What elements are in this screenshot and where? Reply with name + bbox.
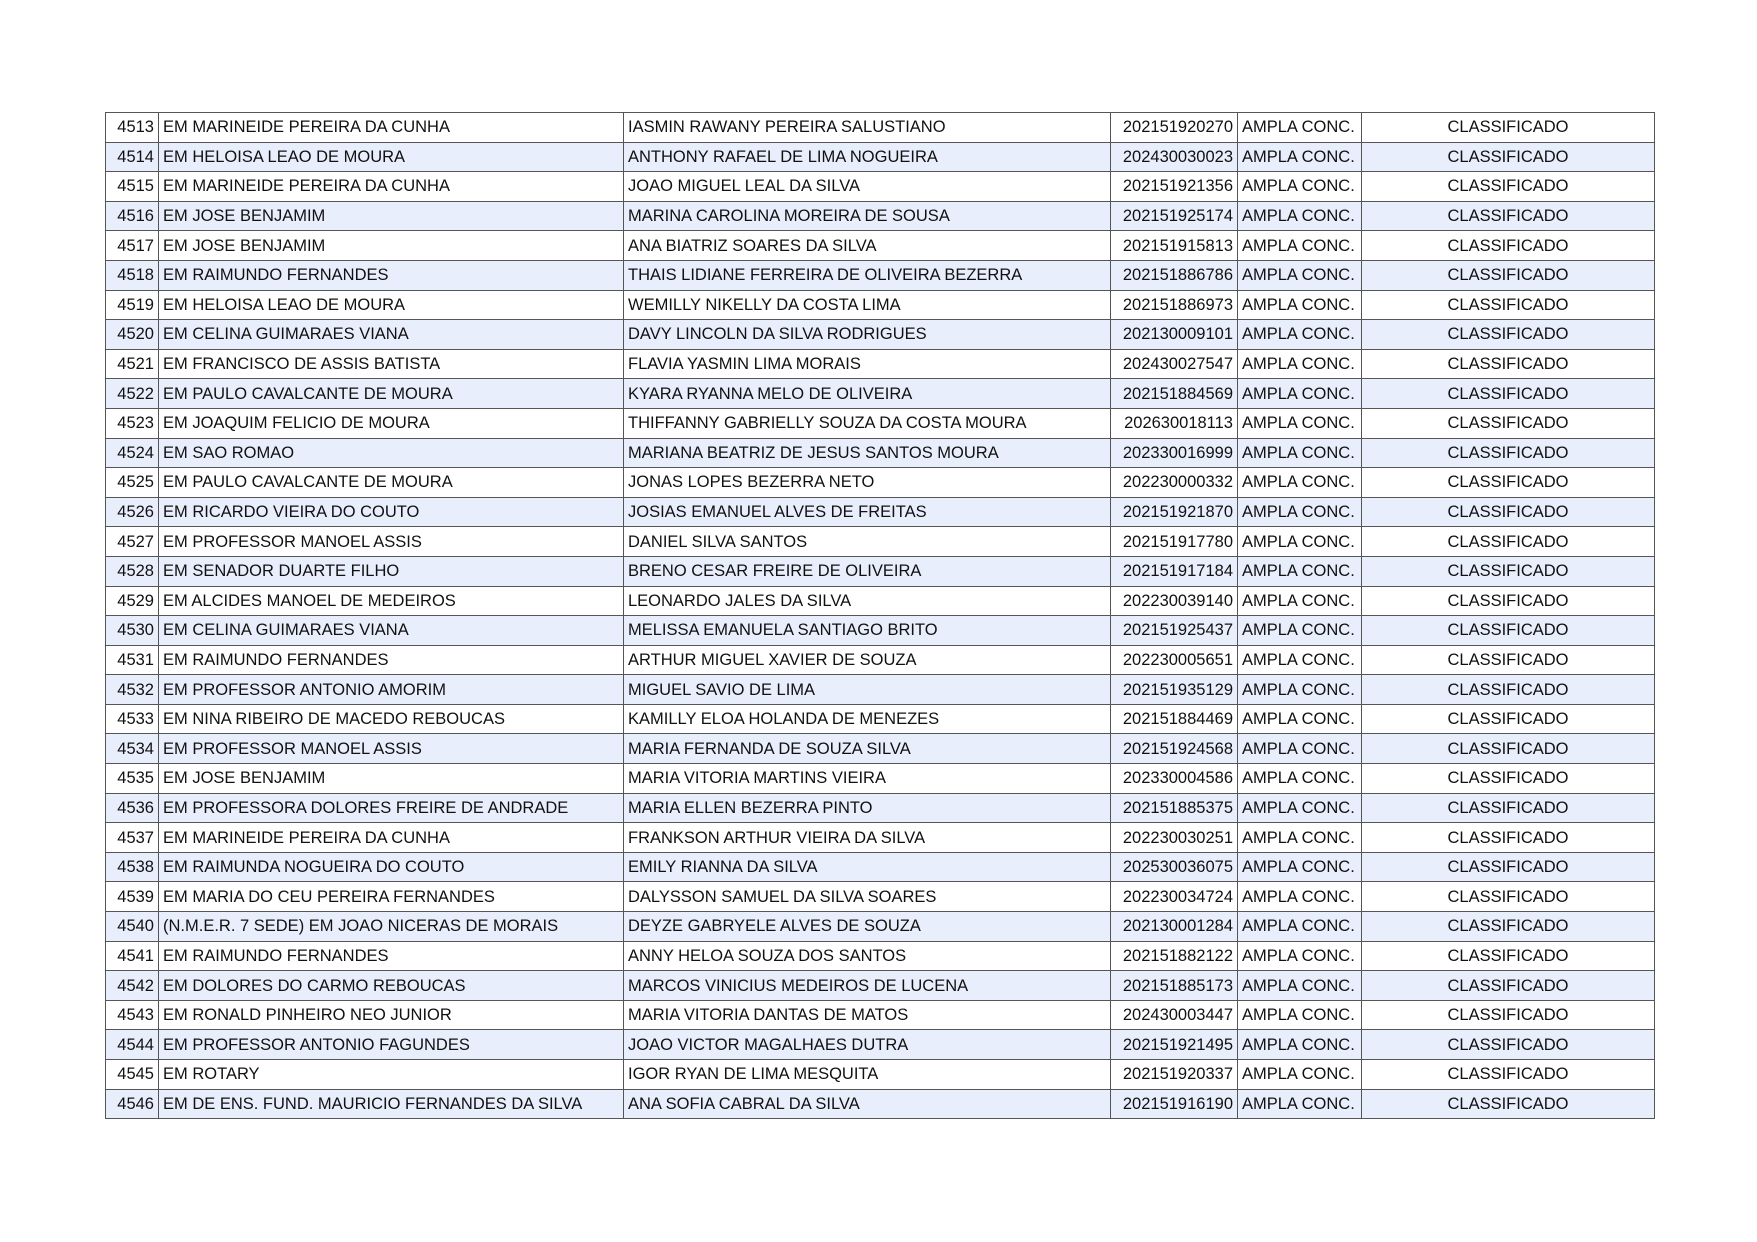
school-cell: EM SAO ROMAO (159, 438, 624, 468)
table-row (106, 497, 1655, 527)
status-cell: CLASSIFICADO (1362, 556, 1655, 586)
school-cell: EM FRANCISCO DE ASSIS BATISTA (159, 349, 624, 379)
school-cell: EM PROFESSOR ANTONIO AMORIM (159, 675, 624, 705)
category-cell: AMPLA CONC. (1238, 320, 1362, 350)
status-cell: CLASSIFICADO (1362, 823, 1655, 853)
registration-cell: 202230039140 (1111, 586, 1238, 616)
school-cell: EM HELOISA LEAO DE MOURA (159, 290, 624, 320)
category-cell: AMPLA CONC. (1238, 852, 1362, 882)
student-name-cell: THAIS LIDIANE FERREIRA DE OLIVEIRA BEZERRA (624, 260, 1111, 290)
row-number-cell: 4514 (106, 142, 159, 172)
category-cell: AMPLA CONC. (1238, 675, 1362, 705)
category-cell: AMPLA CONC. (1238, 142, 1362, 172)
table-row (106, 556, 1655, 586)
table-row (106, 675, 1655, 705)
table-row (106, 231, 1655, 261)
student-name-cell: IASMIN RAWANY PEREIRA SALUSTIANO (624, 113, 1111, 143)
category-cell: AMPLA CONC. (1238, 823, 1362, 853)
registration-cell: 202151885375 (1111, 793, 1238, 823)
status-cell: CLASSIFICADO (1362, 793, 1655, 823)
student-name-cell: ANTHONY RAFAEL DE LIMA NOGUEIRA (624, 142, 1111, 172)
school-cell: EM RAIMUNDO FERNANDES (159, 645, 624, 675)
row-number-cell: 4524 (106, 438, 159, 468)
status-cell: CLASSIFICADO (1362, 1030, 1655, 1060)
school-cell: EM ROTARY (159, 1060, 624, 1090)
category-cell: AMPLA CONC. (1238, 172, 1362, 202)
category-cell: AMPLA CONC. (1238, 882, 1362, 912)
category-cell: AMPLA CONC. (1238, 379, 1362, 409)
registration-cell: 202430003447 (1111, 1000, 1238, 1030)
student-name-cell: DANIEL SILVA SANTOS (624, 527, 1111, 557)
table-row (106, 734, 1655, 764)
registration-cell: 202330004586 (1111, 764, 1238, 794)
registration-cell: 202151884569 (1111, 379, 1238, 409)
table-row (106, 764, 1655, 794)
row-number-cell: 4544 (106, 1030, 159, 1060)
table-row (106, 941, 1655, 971)
category-cell: AMPLA CONC. (1238, 764, 1362, 794)
registration-cell: 202151884469 (1111, 704, 1238, 734)
table-row (106, 852, 1655, 882)
status-cell: CLASSIFICADO (1362, 349, 1655, 379)
registration-cell: 202530036075 (1111, 852, 1238, 882)
student-name-cell: LEONARDO JALES DA SILVA (624, 586, 1111, 616)
category-cell: AMPLA CONC. (1238, 527, 1362, 557)
student-name-cell: DEYZE GABRYELE ALVES DE SOUZA (624, 912, 1111, 942)
category-cell: AMPLA CONC. (1238, 408, 1362, 438)
row-number-cell: 4546 (106, 1089, 159, 1119)
category-cell: AMPLA CONC. (1238, 231, 1362, 261)
registration-cell: 202230030251 (1111, 823, 1238, 853)
table-row (106, 260, 1655, 290)
student-name-cell: MARINA CAROLINA MOREIRA DE SOUSA (624, 201, 1111, 231)
school-cell: EM RAIMUNDO FERNANDES (159, 260, 624, 290)
row-number-cell: 4542 (106, 971, 159, 1001)
student-name-cell: ANA BIATRIZ SOARES DA SILVA (624, 231, 1111, 261)
status-cell: CLASSIFICADO (1362, 379, 1655, 409)
status-cell: CLASSIFICADO (1362, 142, 1655, 172)
table-row (106, 201, 1655, 231)
registration-cell: 202151921870 (1111, 497, 1238, 527)
registration-cell: 202151925174 (1111, 201, 1238, 231)
row-number-cell: 4540 (106, 912, 159, 942)
row-number-cell: 4528 (106, 556, 159, 586)
row-number-cell: 4545 (106, 1060, 159, 1090)
school-cell: EM JOSE BENJAMIM (159, 764, 624, 794)
row-number-cell: 4527 (106, 527, 159, 557)
row-number-cell: 4523 (106, 408, 159, 438)
student-name-cell: IGOR RYAN DE LIMA MESQUITA (624, 1060, 1111, 1090)
school-cell: EM HELOISA LEAO DE MOURA (159, 142, 624, 172)
row-number-cell: 4541 (106, 941, 159, 971)
status-cell: CLASSIFICADO (1362, 882, 1655, 912)
school-cell: EM JOSE BENJAMIM (159, 231, 624, 261)
table-row (106, 349, 1655, 379)
registration-cell: 202130001284 (1111, 912, 1238, 942)
student-name-cell: ANNY HELOA SOUZA DOS SANTOS (624, 941, 1111, 971)
registration-cell: 202151925437 (1111, 616, 1238, 646)
row-number-cell: 4531 (106, 645, 159, 675)
registration-cell: 202230000332 (1111, 468, 1238, 498)
school-cell: EM PROFESSOR MANOEL ASSIS (159, 734, 624, 764)
status-cell: CLASSIFICADO (1362, 290, 1655, 320)
table-row (106, 290, 1655, 320)
row-number-cell: 4539 (106, 882, 159, 912)
registration-cell: 202230034724 (1111, 882, 1238, 912)
student-name-cell: MARIANA BEATRIZ DE JESUS SANTOS MOURA (624, 438, 1111, 468)
student-name-cell: THIFFANNY GABRIELLY SOUZA DA COSTA MOURA (624, 408, 1111, 438)
school-cell: EM RONALD PINHEIRO NEO JUNIOR (159, 1000, 624, 1030)
school-cell: EM JOAQUIM FELICIO DE MOURA (159, 408, 624, 438)
table-row (106, 379, 1655, 409)
status-cell: CLASSIFICADO (1362, 616, 1655, 646)
row-number-cell: 4525 (106, 468, 159, 498)
category-cell: AMPLA CONC. (1238, 912, 1362, 942)
table-row (106, 645, 1655, 675)
registration-cell: 202151924568 (1111, 734, 1238, 764)
row-number-cell: 4530 (106, 616, 159, 646)
school-cell: EM PAULO CAVALCANTE DE MOURA (159, 379, 624, 409)
category-cell: AMPLA CONC. (1238, 704, 1362, 734)
registration-cell: 202151916190 (1111, 1089, 1238, 1119)
row-number-cell: 4538 (106, 852, 159, 882)
school-cell: EM MARINEIDE PEREIRA DA CUNHA (159, 172, 624, 202)
category-cell: AMPLA CONC. (1238, 1089, 1362, 1119)
school-cell: EM PAULO CAVALCANTE DE MOURA (159, 468, 624, 498)
category-cell: AMPLA CONC. (1238, 616, 1362, 646)
table-row (106, 172, 1655, 202)
row-number-cell: 4543 (106, 1000, 159, 1030)
registration-cell: 202430030023 (1111, 142, 1238, 172)
status-cell: CLASSIFICADO (1362, 912, 1655, 942)
registration-cell: 202151886973 (1111, 290, 1238, 320)
category-cell: AMPLA CONC. (1238, 260, 1362, 290)
results-table (105, 112, 1655, 1119)
status-cell: CLASSIFICADO (1362, 438, 1655, 468)
school-cell: EM CELINA GUIMARAES VIANA (159, 616, 624, 646)
registration-cell: 202151920337 (1111, 1060, 1238, 1090)
student-name-cell: WEMILLY NIKELLY DA COSTA LIMA (624, 290, 1111, 320)
registration-cell: 202151885173 (1111, 971, 1238, 1001)
status-cell: CLASSIFICADO (1362, 675, 1655, 705)
student-name-cell: MARCOS VINICIUS MEDEIROS DE LUCENA (624, 971, 1111, 1001)
row-number-cell: 4519 (106, 290, 159, 320)
category-cell: AMPLA CONC. (1238, 793, 1362, 823)
student-name-cell: MARIA ELLEN BEZERRA PINTO (624, 793, 1111, 823)
registration-cell: 202230005651 (1111, 645, 1238, 675)
category-cell: AMPLA CONC. (1238, 201, 1362, 231)
table-row (106, 113, 1655, 143)
school-cell: EM RAIMUNDA NOGUEIRA DO COUTO (159, 852, 624, 882)
status-cell: CLASSIFICADO (1362, 1000, 1655, 1030)
school-cell: EM PROFESSORA DOLORES FREIRE DE ANDRADE (159, 793, 624, 823)
student-name-cell: MIGUEL SAVIO DE LIMA (624, 675, 1111, 705)
registration-cell: 202151921356 (1111, 172, 1238, 202)
table-row (106, 882, 1655, 912)
school-cell: EM DE ENS. FUND. MAURICIO FERNANDES DA SILVA (159, 1089, 624, 1119)
category-cell: AMPLA CONC. (1238, 645, 1362, 675)
table-row (106, 616, 1655, 646)
student-name-cell: BRENO CESAR FREIRE DE OLIVEIRA (624, 556, 1111, 586)
school-cell: EM RAIMUNDO FERNANDES (159, 941, 624, 971)
category-cell: AMPLA CONC. (1238, 113, 1362, 143)
student-name-cell: FLAVIA YASMIN LIMA MORAIS (624, 349, 1111, 379)
category-cell: AMPLA CONC. (1238, 941, 1362, 971)
category-cell: AMPLA CONC. (1238, 734, 1362, 764)
school-cell: EM MARIA DO CEU PEREIRA FERNANDES (159, 882, 624, 912)
school-cell: EM SENADOR DUARTE FILHO (159, 556, 624, 586)
table-row (106, 1000, 1655, 1030)
registration-cell: 202330016999 (1111, 438, 1238, 468)
category-cell: AMPLA CONC. (1238, 438, 1362, 468)
row-number-cell: 4516 (106, 201, 159, 231)
category-cell: AMPLA CONC. (1238, 586, 1362, 616)
status-cell: CLASSIFICADO (1362, 734, 1655, 764)
table-row (106, 142, 1655, 172)
row-number-cell: 4518 (106, 260, 159, 290)
student-name-cell: JONAS LOPES BEZERRA NETO (624, 468, 1111, 498)
row-number-cell: 4537 (106, 823, 159, 853)
row-number-cell: 4535 (106, 764, 159, 794)
row-number-cell: 4521 (106, 349, 159, 379)
student-name-cell: MARIA VITORIA DANTAS DE MATOS (624, 1000, 1111, 1030)
registration-cell: 202430027547 (1111, 349, 1238, 379)
category-cell: AMPLA CONC. (1238, 1000, 1362, 1030)
table-row (106, 320, 1655, 350)
status-cell: CLASSIFICADO (1362, 260, 1655, 290)
student-name-cell: JOAO MIGUEL LEAL DA SILVA (624, 172, 1111, 202)
category-cell: AMPLA CONC. (1238, 290, 1362, 320)
student-name-cell: DALYSSON SAMUEL DA SILVA SOARES (624, 882, 1111, 912)
row-number-cell: 4532 (106, 675, 159, 705)
student-name-cell: MELISSA EMANUELA SANTIAGO BRITO (624, 616, 1111, 646)
school-cell: EM CELINA GUIMARAES VIANA (159, 320, 624, 350)
school-cell: EM NINA RIBEIRO DE MACEDO REBOUCAS (159, 704, 624, 734)
row-number-cell: 4517 (106, 231, 159, 261)
status-cell: CLASSIFICADO (1362, 852, 1655, 882)
row-number-cell: 4522 (106, 379, 159, 409)
registration-cell: 202151921495 (1111, 1030, 1238, 1060)
status-cell: CLASSIFICADO (1362, 527, 1655, 557)
category-cell: AMPLA CONC. (1238, 349, 1362, 379)
table-row (106, 971, 1655, 1001)
row-number-cell: 4520 (106, 320, 159, 350)
school-cell: EM PROFESSOR ANTONIO FAGUNDES (159, 1030, 624, 1060)
row-number-cell: 4534 (106, 734, 159, 764)
registration-cell: 202151882122 (1111, 941, 1238, 971)
registration-cell: 202151935129 (1111, 675, 1238, 705)
registration-cell: 202151917184 (1111, 556, 1238, 586)
status-cell: CLASSIFICADO (1362, 704, 1655, 734)
status-cell: CLASSIFICADO (1362, 172, 1655, 202)
category-cell: AMPLA CONC. (1238, 1060, 1362, 1090)
status-cell: CLASSIFICADO (1362, 1060, 1655, 1090)
registration-cell: 202151920270 (1111, 113, 1238, 143)
student-name-cell: KAMILLY ELOA HOLANDA DE MENEZES (624, 704, 1111, 734)
results-table-body (106, 113, 1655, 1119)
status-cell: CLASSIFICADO (1362, 497, 1655, 527)
table-row (106, 1030, 1655, 1060)
school-cell: EM JOSE BENJAMIM (159, 201, 624, 231)
table-row (106, 704, 1655, 734)
row-number-cell: 4526 (106, 497, 159, 527)
registration-cell: 202630018113 (1111, 408, 1238, 438)
status-cell: CLASSIFICADO (1362, 1089, 1655, 1119)
registration-cell: 202151915813 (1111, 231, 1238, 261)
student-name-cell: KYARA RYANNA MELO DE OLIVEIRA (624, 379, 1111, 409)
registration-cell: 202151917780 (1111, 527, 1238, 557)
school-cell: EM DOLORES DO CARMO REBOUCAS (159, 971, 624, 1001)
school-cell: EM MARINEIDE PEREIRA DA CUNHA (159, 823, 624, 853)
row-number-cell: 4536 (106, 793, 159, 823)
table-row (106, 408, 1655, 438)
table-row (106, 912, 1655, 942)
table-row (106, 527, 1655, 557)
student-name-cell: MARIA FERNANDA DE SOUZA SILVA (624, 734, 1111, 764)
status-cell: CLASSIFICADO (1362, 645, 1655, 675)
status-cell: CLASSIFICADO (1362, 201, 1655, 231)
student-name-cell: JOAO VICTOR MAGALHAES DUTRA (624, 1030, 1111, 1060)
row-number-cell: 4533 (106, 704, 159, 734)
category-cell: AMPLA CONC. (1238, 497, 1362, 527)
status-cell: CLASSIFICADO (1362, 408, 1655, 438)
row-number-cell: 4529 (106, 586, 159, 616)
registration-cell: 202130009101 (1111, 320, 1238, 350)
row-number-cell: 4513 (106, 113, 159, 143)
school-cell: EM RICARDO VIEIRA DO COUTO (159, 497, 624, 527)
status-cell: CLASSIFICADO (1362, 468, 1655, 498)
category-cell: AMPLA CONC. (1238, 1030, 1362, 1060)
status-cell: CLASSIFICADO (1362, 320, 1655, 350)
table-row (106, 823, 1655, 853)
status-cell: CLASSIFICADO (1362, 941, 1655, 971)
status-cell: CLASSIFICADO (1362, 231, 1655, 261)
status-cell: CLASSIFICADO (1362, 113, 1655, 143)
student-name-cell: EMILY RIANNA DA SILVA (624, 852, 1111, 882)
table-row (106, 1089, 1655, 1119)
student-name-cell: FRANKSON ARTHUR VIEIRA DA SILVA (624, 823, 1111, 853)
table-row (106, 438, 1655, 468)
student-name-cell: JOSIAS EMANUEL ALVES DE FREITAS (624, 497, 1111, 527)
table-row (106, 793, 1655, 823)
student-name-cell: DAVY LINCOLN DA SILVA RODRIGUES (624, 320, 1111, 350)
school-cell: EM PROFESSOR MANOEL ASSIS (159, 527, 624, 557)
table-row (106, 468, 1655, 498)
table-row (106, 586, 1655, 616)
student-name-cell: ARTHUR MIGUEL XAVIER DE SOUZA (624, 645, 1111, 675)
status-cell: CLASSIFICADO (1362, 971, 1655, 1001)
status-cell: CLASSIFICADO (1362, 764, 1655, 794)
school-cell: (N.M.E.R. 7 SEDE) EM JOAO NICERAS DE MORAIS (159, 912, 624, 942)
category-cell: AMPLA CONC. (1238, 971, 1362, 1001)
status-cell: CLASSIFICADO (1362, 586, 1655, 616)
student-name-cell: MARIA VITORIA MARTINS VIEIRA (624, 764, 1111, 794)
school-cell: EM MARINEIDE PEREIRA DA CUNHA (159, 113, 624, 143)
school-cell: EM ALCIDES MANOEL DE MEDEIROS (159, 586, 624, 616)
student-name-cell: ANA SOFIA CABRAL DA SILVA (624, 1089, 1111, 1119)
category-cell: AMPLA CONC. (1238, 556, 1362, 586)
row-number-cell: 4515 (106, 172, 159, 202)
registration-cell: 202151886786 (1111, 260, 1238, 290)
category-cell: AMPLA CONC. (1238, 468, 1362, 498)
table-row (106, 1060, 1655, 1090)
